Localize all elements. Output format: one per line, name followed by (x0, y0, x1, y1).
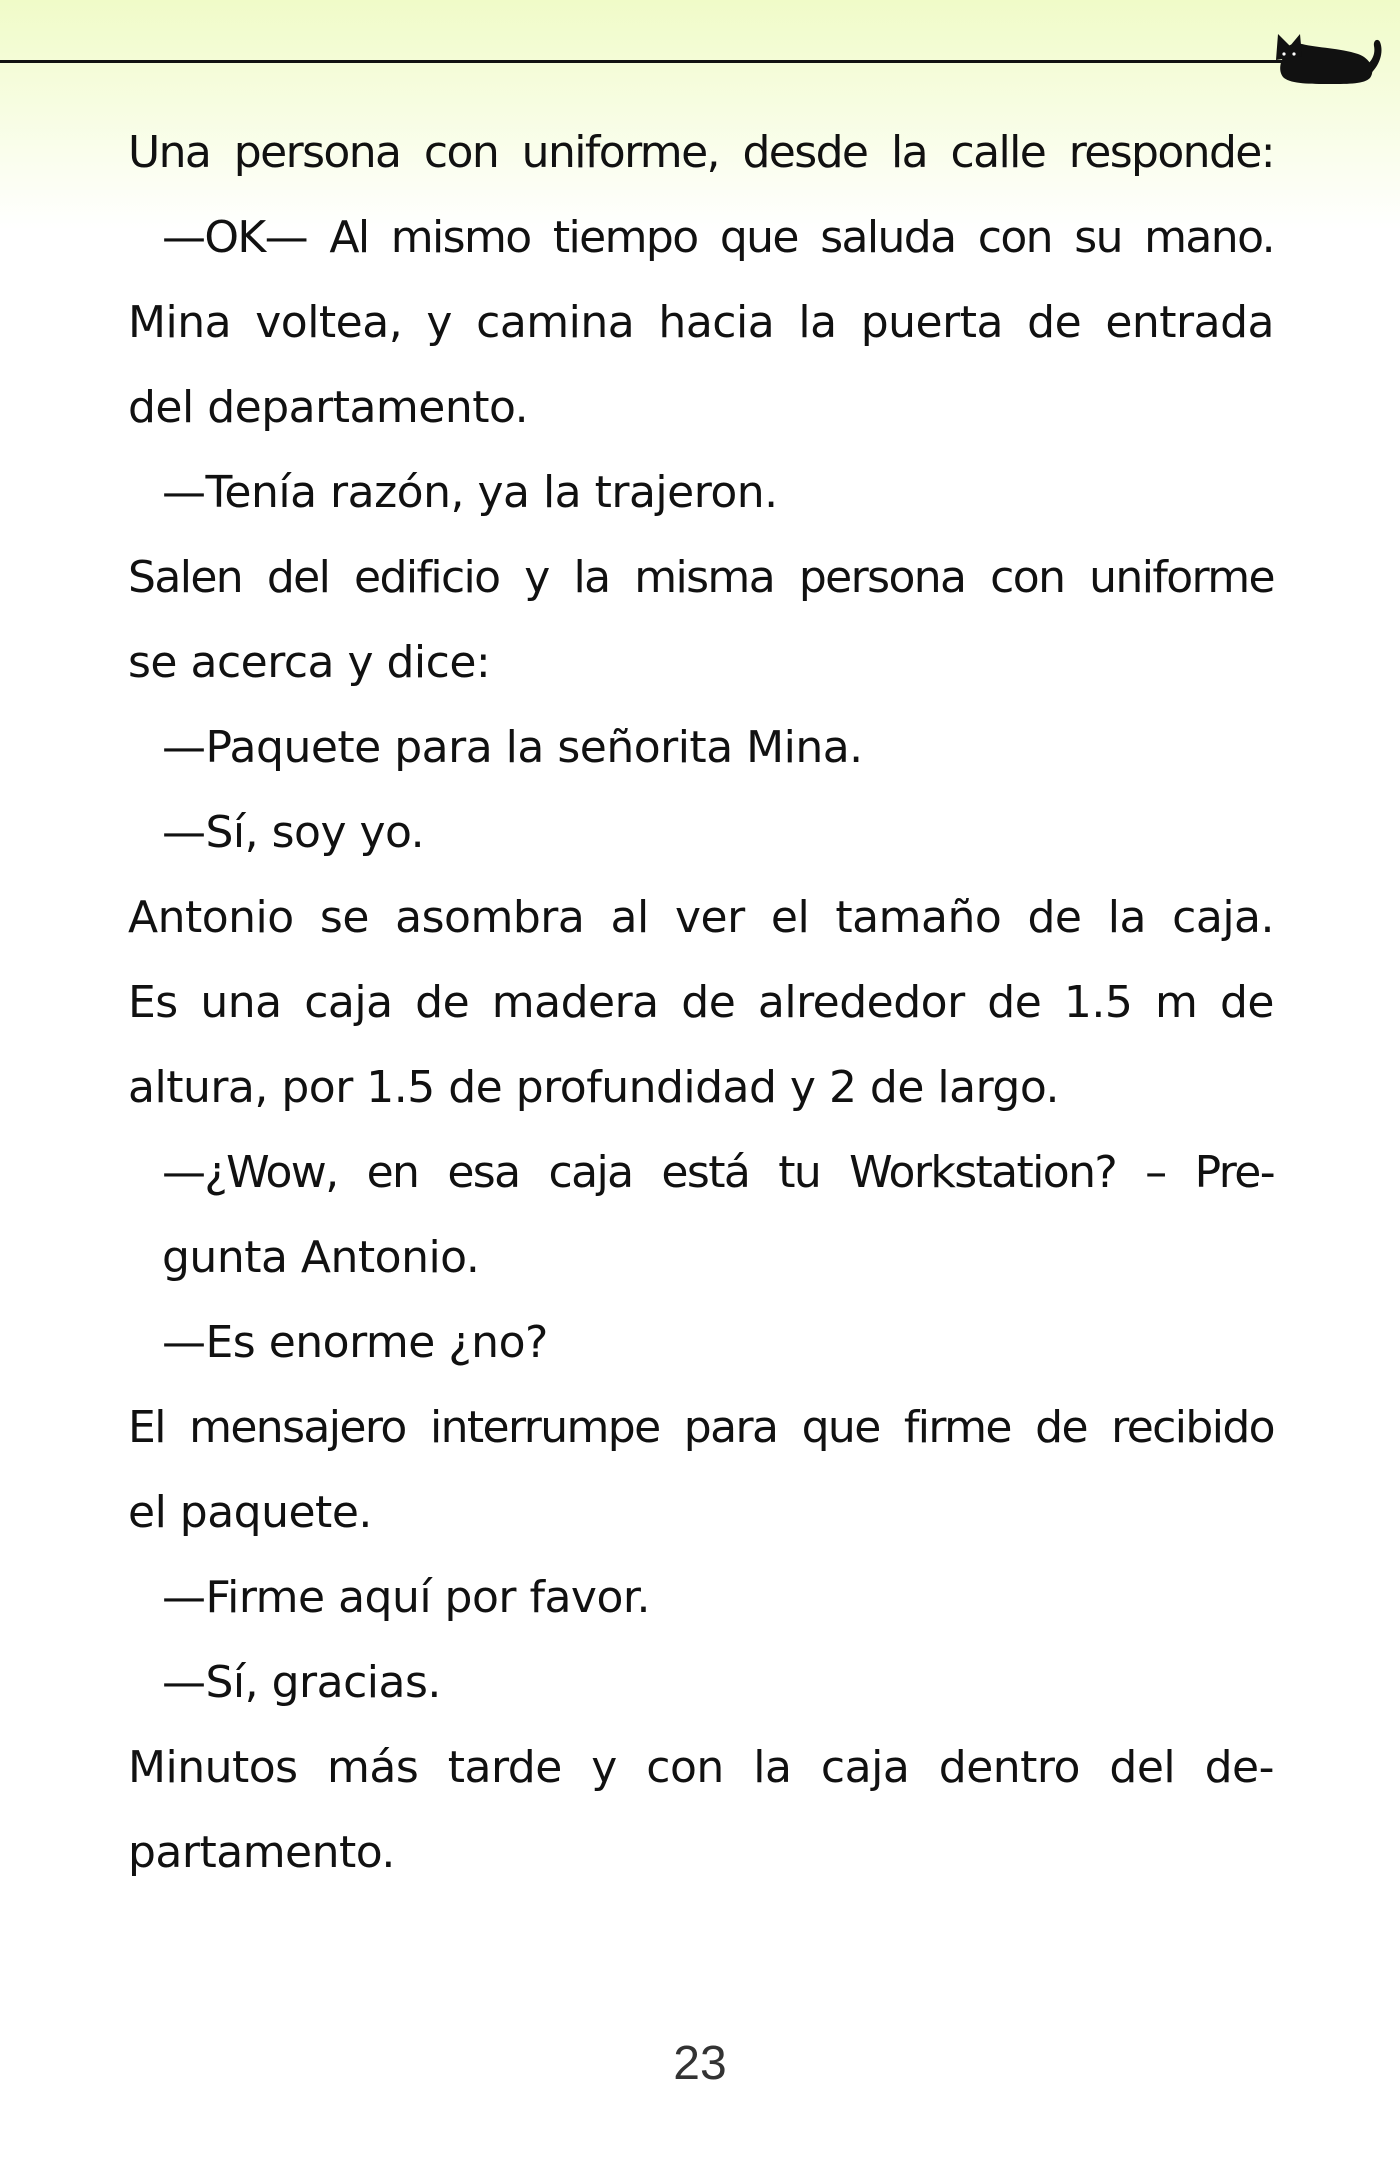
text-line: —Sí, soy yo. (162, 807, 425, 858)
text-line: —Tenía razón, ya la trajeron. (162, 467, 778, 518)
text-line: El mensajero interrumpe para que firme de recibido (128, 1402, 1274, 1453)
text-line: —Es enorme ¿no? (162, 1317, 548, 1368)
text-line: Salen del edificio y la misma persona con uniforme (128, 552, 1274, 603)
text-line: altura, por 1.5 de profundidad y 2 de largo. (128, 1062, 1059, 1113)
text-line: —OK— Al mismo tiempo que saluda con su mano. (162, 212, 1274, 263)
text-line: partamento. (128, 1827, 395, 1878)
text-line: Antonio se asombra al ver el tamaño de la caja. (128, 892, 1274, 943)
text-line: —Paquete para la señorita Mina. (162, 722, 863, 773)
text-line: Una persona con uniforme, desde la calle responde: (128, 127, 1274, 178)
text-line: el paquete. (128, 1487, 372, 1538)
text-line: —¿Wow, en esa caja está tu Workstation? – Pre- (162, 1147, 1274, 1198)
story-text (128, 110, 1274, 1895)
page-number: 23 (673, 2037, 727, 2090)
text-line: se acerca y dice: (128, 637, 491, 688)
text-line: —Firme aquí por favor. (162, 1572, 650, 1623)
text-line: del departamento. (128, 382, 529, 433)
header-rule (0, 60, 1282, 63)
text-line: Es una caja de madera de alrededor de 1.5 m de (128, 977, 1274, 1028)
cat-icon (1270, 26, 1388, 88)
text-line: —Sí, gracias. (162, 1657, 441, 1708)
text-line: gunta Antonio. (162, 1232, 480, 1283)
text-line: Mina voltea, y camina hacia la puerta de entrada (128, 297, 1274, 348)
text-line: Minutos más tarde y con la caja dentro del de- (128, 1742, 1274, 1793)
